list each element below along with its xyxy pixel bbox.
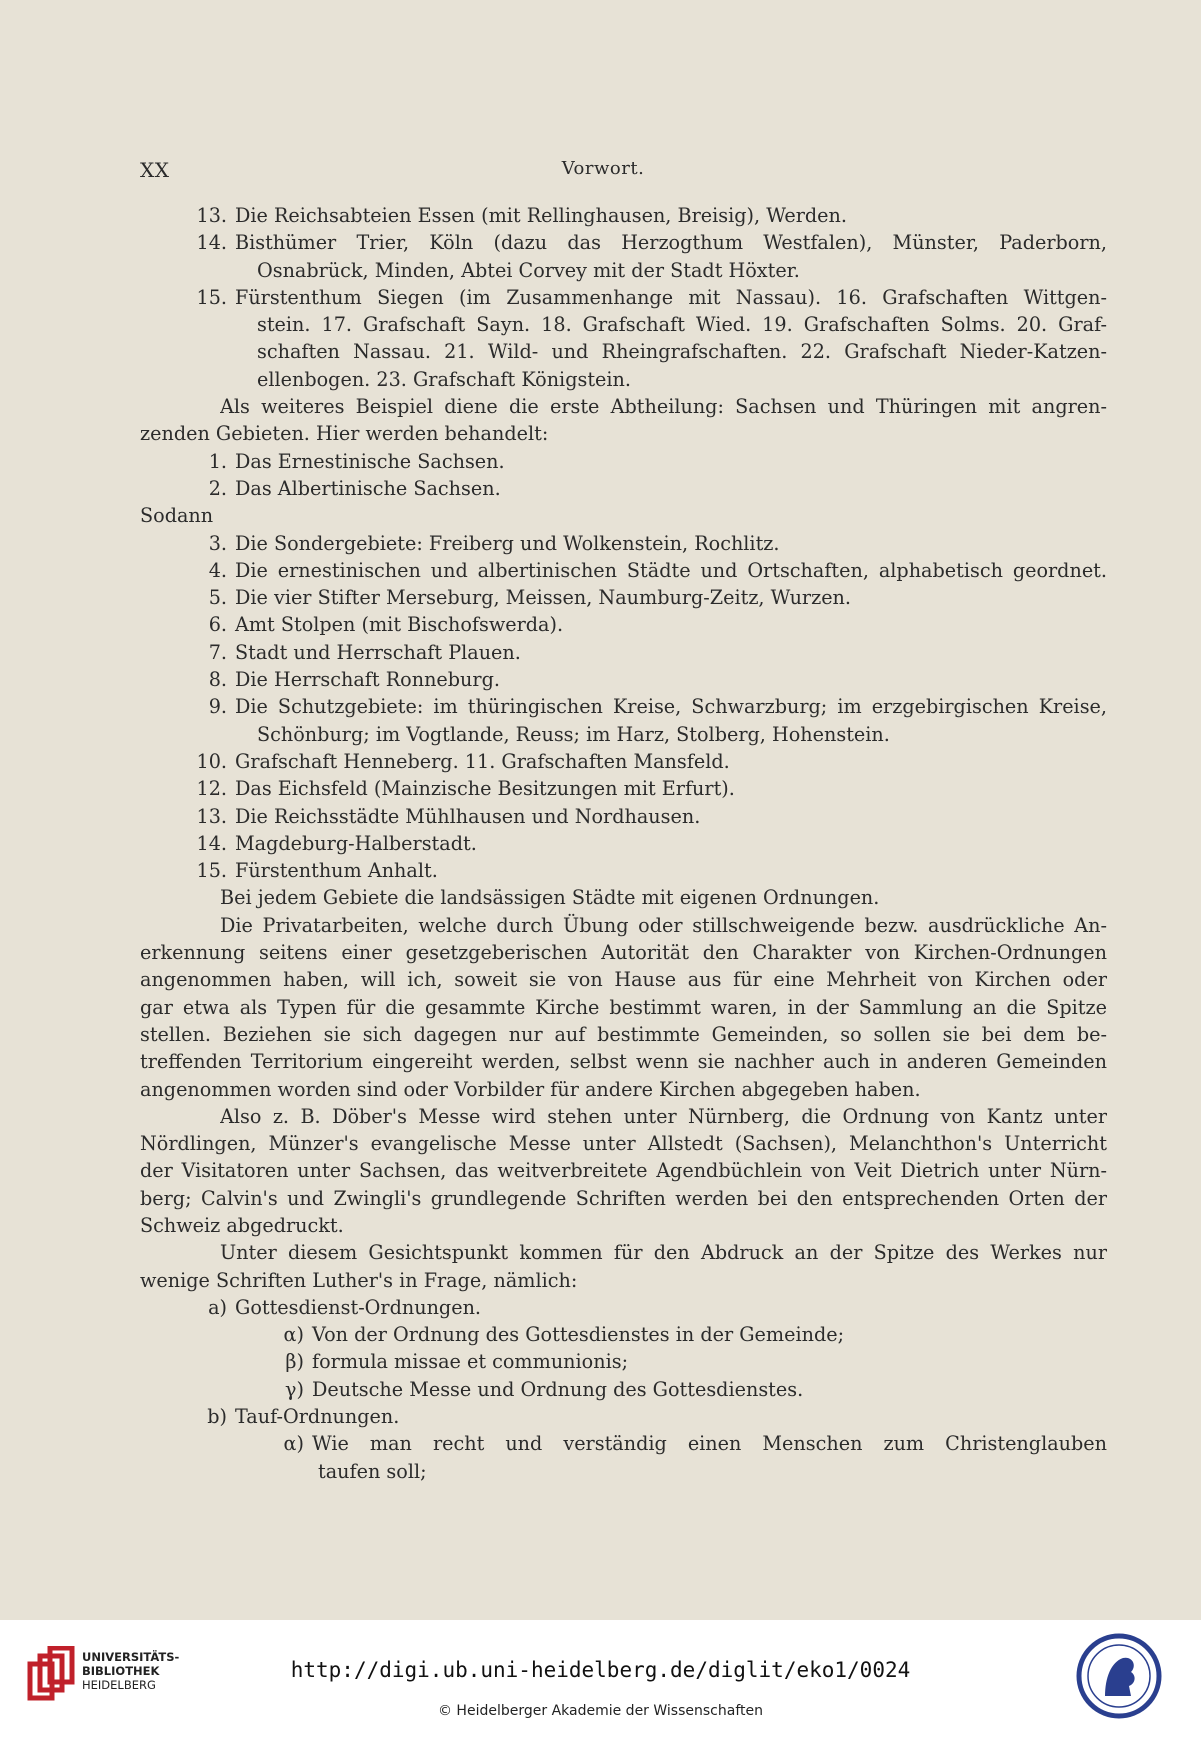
text-line [140,830,1107,857]
text-line [140,1021,1107,1048]
running-head [140,158,1066,188]
line-text: Die vier Stifter Merseburg, Meissen, Naumburg-Zeitz, Wurzen. [235,586,852,610]
text-line [140,229,1107,256]
permalink-url[interactable]: http://digi.ub.uni-heidelberg.de/diglit/eko1/0024 [290,1658,911,1682]
text-line [140,502,1107,529]
text-line [140,912,1107,939]
item-number: 1. [208,449,227,473]
item-number: 12. [196,777,227,801]
text-line [140,1130,1107,1157]
text-line [140,284,1107,311]
line-text: Die Reichsstädte Mühlhausen und Nordhausen. [235,804,701,828]
item-number: 14. [196,231,227,255]
text-line [140,857,1107,884]
text-line [140,366,1107,393]
line-text: Das Eichsfeld (Mainzische Besitzungen mit Erfurt). [235,777,735,801]
item-number: 9. [208,695,227,719]
item-number: 3. [208,531,227,555]
item-number: 14. [196,831,227,855]
line-text: Das Ernestinische Sachsen. [235,449,505,473]
line-text: Grafschaft Henneberg. 11. Grafschaften Mansfeld. [235,749,730,773]
text-line [140,530,1107,557]
line-text: stellen. Beziehen sie sich dagegen nur auf bestimmte Gemeinden, so sollen sie bei dem be- [140,1022,1107,1046]
item-number: 4. [208,558,227,582]
text-line [140,338,1107,365]
text-line [140,1267,1107,1294]
line-text: der Visitatoren unter Sachsen, das weitverbreitete Agendbüchlein von Veit Dietrich unter Nürn- [140,1159,1107,1183]
body-text [140,202,1107,1485]
text-line [140,1294,1107,1321]
footer-bar [0,1620,1201,1747]
text-line [140,748,1107,775]
line-text: Gottesdienst-Ordnungen. [235,1295,482,1319]
text-line [140,1403,1107,1430]
text-line [140,966,1107,993]
line-text: angenommen haben, will ich, soweit sie von Hause aus für eine Mehrheit von Kirchen oder [140,968,1107,992]
text-line [140,884,1107,911]
text-line [140,939,1107,966]
item-number: α) [283,1323,304,1347]
line-text: berg; Calvin's und Zwingli's grundlegende Schriften werden bei den entsprechenden Orten der [140,1186,1107,1210]
line-text: formula missae et communionis; [312,1350,629,1374]
line-text: Wie man recht und verständig einen Menschen zum Christenglauben [312,1432,1107,1456]
text-line [140,448,1107,475]
item-number: 13. [196,204,227,227]
text-line [140,1157,1107,1184]
line-text: Sodann [140,504,214,528]
item-number: 10. [196,749,227,773]
line-text: erkennung seitens einer gesetzgeberischen Autorität den Charakter von Kirchen-Ordnungen [140,941,1107,965]
text-line [140,420,1107,447]
line-text: Magdeburg-Halberstadt. [235,831,477,855]
line-text: Schweiz abgedruckt. [140,1213,344,1237]
item-number: 15. [196,285,227,309]
line-text: Fürstenthum Anhalt. [235,859,438,883]
line-text: Also z. B. Döber's Messe wird stehen unter Nürnberg, die Ordnung von Kantz unter [220,1104,1107,1128]
text-line [140,721,1107,748]
line-text: Nördlingen, Münzer's evangelische Messe unter Allstedt (Sachsen), Melanchthon's Unterricht [140,1132,1107,1156]
text-line [140,639,1107,666]
item-number: 13. [196,804,227,828]
item-number: 8. [208,668,227,692]
line-text: Bei jedem Gebiete die landsässigen Städte mit eigenen Ordnungen. [220,886,880,910]
text-line [140,257,1107,284]
line-text: stein. 17. Grafschaft Sayn. 18. Grafschaft Wied. 19. Grafschaften Solms. 20. Graf- [257,313,1107,337]
item-number: b) [207,1405,227,1429]
text-line [140,584,1107,611]
copyright-notice: © Heidelberger Akademie der Wissenschaften [437,1703,763,1719]
text-line [140,1239,1107,1266]
item-number: 6. [208,613,227,637]
item-number: 15. [196,859,227,883]
text-line [140,202,1107,229]
line-text: Osnabrück, Minden, Abtei Corvey mit der Stadt Höxter. [257,258,800,282]
line-text: wenige Schriften Luther's in Frage, nämlich: [140,1268,578,1292]
text-line [140,666,1107,693]
line-text: Die Sondergebiete: Freiberg und Wolkenstein, Rochlitz. [235,531,780,555]
item-number: 7. [208,640,227,664]
line-text: Die Schutzgebiete: im thüringischen Kreise, Schwarzburg; im erzgebirgischen Kreise, [235,695,1107,719]
text-line [140,611,1107,638]
page-title: Vorwort. [561,158,645,179]
line-text: Als weiteres Beispiel diene die erste Abtheilung: Sachsen und Thüringen mit angren- [220,395,1107,419]
line-text: Die ernestinischen und albertinischen Städte und Ortschaften, alphabetisch geordnet. [235,558,1107,582]
text-line [140,557,1107,584]
text-line [140,1048,1107,1075]
text-line [140,1458,1107,1485]
line-text: ellenbogen. 23. Grafschaft Königstein. [257,367,631,391]
line-text: Deutsche Messe und Ordnung des Gottesdienstes. [312,1377,804,1401]
text-line [140,1376,1107,1403]
text-line [140,1321,1107,1348]
line-text: zenden Gebieten. Hier werden behandelt: [140,422,549,446]
item-number: γ) [285,1377,304,1401]
text-line [140,775,1107,802]
item-number: 2. [208,476,227,500]
library-name: UNIVERSITÄTS- BIBLIOTHEK HEIDELBERG [82,1650,180,1692]
line-text: Fürstenthum Siegen (im Zusammenhange mit Nassau). 16. Grafschaften Wittgen- [235,285,1107,309]
line-text: Das Albertinische Sachsen. [235,476,501,500]
item-number: β) [285,1350,304,1374]
line-text: taufen soll; [318,1459,427,1483]
text-line [140,1076,1107,1103]
text-line [140,393,1107,420]
line-text: Die Herrschaft Ronneburg. [235,668,500,692]
line-text: Von der Ordnung des Gottesdienstes in der Gemeinde; [312,1323,845,1347]
text-line [140,1103,1107,1130]
line-text: Die Privatarbeiten, welche durch Übung oder stillschweigende bezw. ausdrückliche An- [220,913,1107,937]
line-text: Die Reichsabteien Essen (mit Rellinghausen, Breisig), Werden. [235,204,847,227]
line-text: Schönburg; im Vogtlande, Reuss; im Harz, Stolberg, Hohenstein. [257,722,890,746]
line-text: Tauf-Ordnungen. [235,1405,400,1429]
line-text: angenommen worden sind oder Vorbilder für andere Kirchen abgegeben haben. [140,1077,921,1101]
line-text: Amt Stolpen (mit Bischofswerda). [235,613,564,637]
line-text: schaften Nassau. 21. Wild- und Rheingrafschaften. 22. Grafschaft Nieder-Katzen- [257,340,1107,364]
text-line [140,693,1107,720]
item-number: a) [208,1295,227,1319]
academy-seal-icon [1075,1632,1163,1720]
text-line [140,1212,1107,1239]
line-text: gar etwa als Typen für die gesammte Kirche bestimmt waren, in der Sammlung an die Spitze [140,995,1107,1019]
text-line [140,311,1107,338]
text-line [140,1185,1107,1212]
text-line [140,475,1107,502]
text-line [140,994,1107,1021]
line-text: treffenden Territorium eingereiht werden, selbst wenn sie nachher auch in anderen Gemeinden [140,1050,1107,1074]
line-text: Stadt und Herrschaft Plauen. [235,640,521,664]
page-number: XX [140,158,170,182]
item-number: 5. [208,586,227,610]
item-number: α) [283,1432,304,1456]
text-line [140,1348,1107,1375]
line-text: Unter diesem Gesichtspunkt kommen für den Abdruck an der Spitze des Werkes nur [220,1241,1107,1265]
text-line [140,1430,1107,1457]
text-line [140,803,1107,830]
line-text: Bisthümer Trier, Köln (dazu das Herzogthum Westfalen), Münster, Paderborn, [235,231,1107,255]
